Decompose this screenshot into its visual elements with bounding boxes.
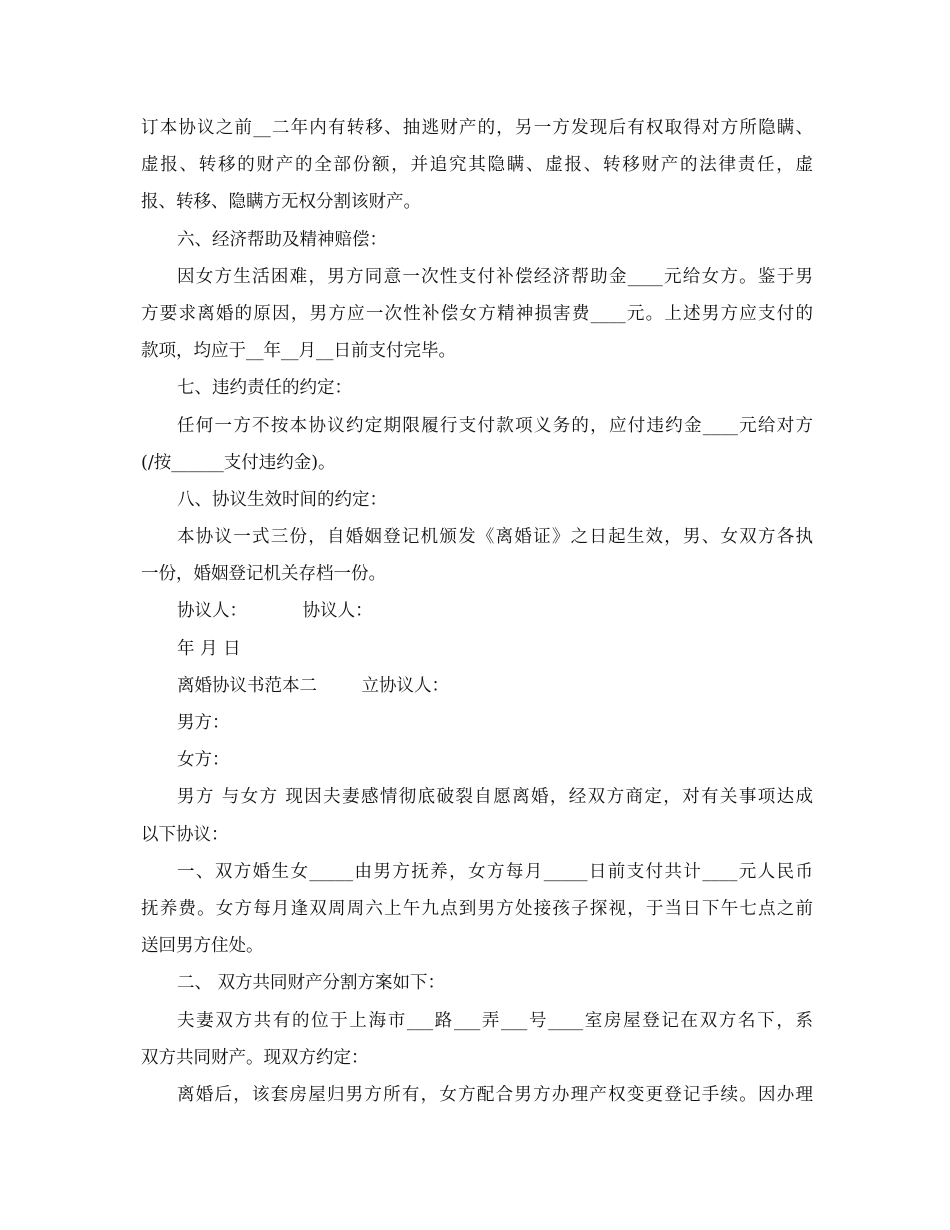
paragraph-line: 虚报、转移的财产的全部份额，并追究其隐瞒、虚报、转移财产的法律责任，虚 bbox=[141, 155, 813, 176]
paragraph-line: 一份，婚姻登记机关存档一份。 bbox=[141, 564, 386, 585]
paragraph-line: 双方共同财产。现双方约定： bbox=[141, 1047, 369, 1068]
paragraph-line: 订本协议之前__二年内有转移、抽逃财产的，另一方发现后有权取得对方所隐瞒、 bbox=[141, 118, 813, 138]
paragraph-line: 以下协议： bbox=[141, 824, 229, 845]
paragraph-line: 抚养费。女方每月逢双周周六上午九点到男方处接孩子探视，于当日下午七点之前 bbox=[141, 898, 813, 919]
signature-line: 协议人： 协议人： bbox=[177, 601, 373, 622]
section-heading: 八、协议生效时间的约定： bbox=[177, 489, 387, 510]
paragraph-line: 离婚后，该套房屋归男方所有，女方配合男方办理产权变更登记手续。因办理 bbox=[177, 1084, 813, 1105]
paragraph-line: 送回男方住处。 bbox=[141, 936, 264, 957]
paragraph-line: 夫妻双方共有的位于上海市___路___弄___号____室房屋登记在双方名下，系 bbox=[177, 1010, 813, 1031]
document-body bbox=[141, 110, 813, 1114]
section-heading: 七、违约责任的约定： bbox=[177, 378, 352, 399]
party-female: 女方： bbox=[177, 750, 230, 771]
template-title: 离婚协议书范本二 立协议人： bbox=[177, 675, 450, 696]
paragraph-line: (/按______支付违约金)。 bbox=[141, 452, 336, 473]
paragraph-line: 男方 与女方 现因夫妻感情彻底破裂自愿离婚，经双方商定，对有关事项达成 bbox=[177, 787, 813, 808]
paragraph-line: 一、双方婚生女_____由男方抚养，女方每月_____日前支付共计____元人民币 bbox=[177, 861, 813, 882]
section-heading: 六、经济帮助及精神赔偿： bbox=[177, 229, 387, 250]
paragraph-line: 方要求离婚的原因，男方应一次性补偿女方精神损害费____元。上述男方应支付的 bbox=[141, 303, 813, 324]
paragraph-line: 本协议一式三份，自婚姻登记机颁发《离婚证》之日起生效，男、女双方各执 bbox=[177, 527, 813, 548]
paragraph-line: 报、转移、隐瞒方无权分割该财产。 bbox=[141, 192, 421, 213]
paragraph-line: 因女方生活困难，男方同意一次性支付补偿经济帮助金____元给女方。鉴于男 bbox=[177, 266, 813, 287]
party-male: 男方： bbox=[177, 713, 230, 733]
section-heading: 二、 双方共同财产分割方案如下： bbox=[177, 973, 446, 994]
paragraph-line: 款项，均应于__年__月__日前支付完毕。 bbox=[141, 341, 456, 362]
paragraph-line: 任何一方不按本协议约定期限履行支付款项义务的，应付违约金____元给对方 bbox=[177, 415, 813, 436]
date-line: 年 月 日 bbox=[177, 638, 241, 659]
